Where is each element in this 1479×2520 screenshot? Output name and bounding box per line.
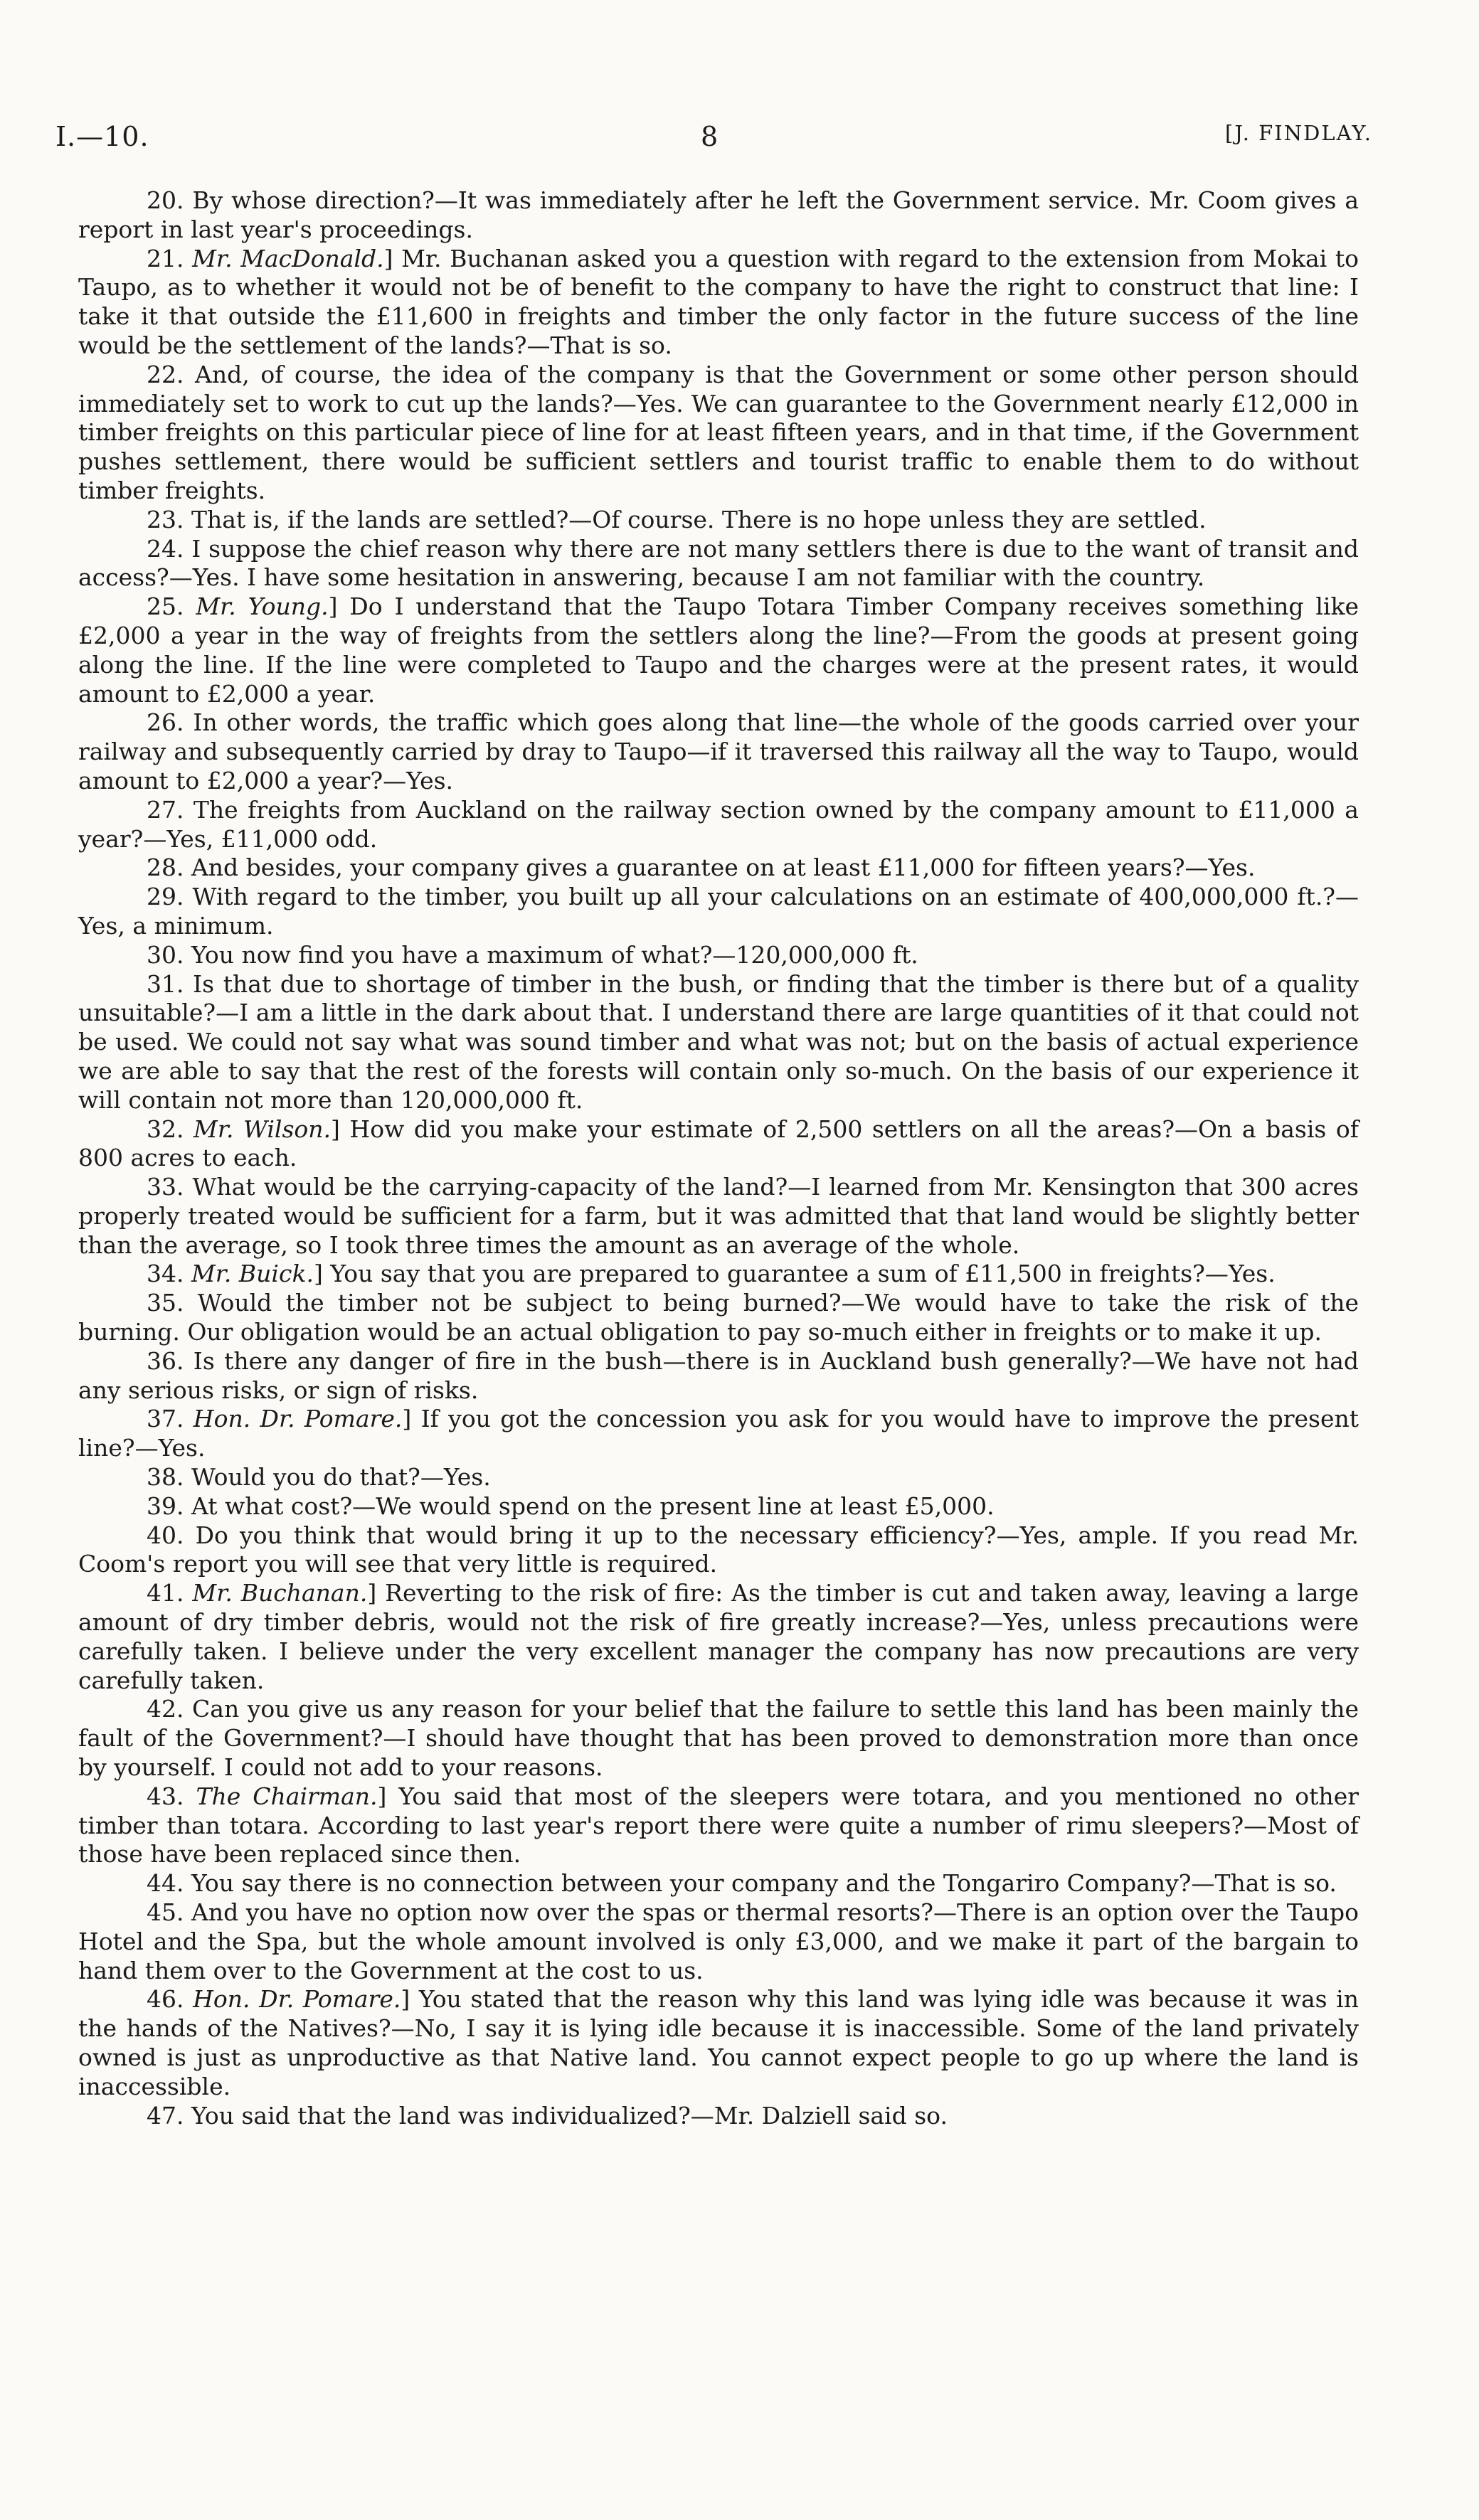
evidence-paragraph: 44. You say there is no connection between your company and the Tongariro Company?—That is so. xyxy=(147,1869,1337,1898)
evidence-paragraph: 27. The freights from Auckland on the railway section owned by the company amount to £11,000 a year?—Yes, £11,000 odd. xyxy=(78,795,1359,853)
evidence-paragraph: 31. Is that due to shortage of timber in the bush, or finding that the timber is there but of a quality unsuitable?—I am a little in the dark about that. I understand there are large quantities of it that could not be used. We could not say what was sound timber and what was not; but on the basis of actual experience we are able to say that the rest of the forests will contain only so-much. On the basis of our experience it will contain not more than 120,000,000 ft. xyxy=(78,969,1359,1114)
evidence-paragraph: 25. Mr. Young.] Do I understand that the Taupo Totara Timber Company receives something like £2,000 a year in the way of freights from the settlers along the line?—From the goods at present going along the line. If the line were completed to Taupo and the charges were at the present rates, it would amount to £2,000 a year. xyxy=(78,592,1359,708)
evidence-paragraph: 33. What would be the carrying-capacity of the land?—I learned from Mr. Kensington that 300 acres properly treated would be sufficient for a farm, but it was admitted that that land would be slightly better than the average, so I took three times the amount as an average of the whole. xyxy=(78,1173,1359,1259)
evidence-paragraph: 28. And besides, your company gives a guarantee on at least £11,000 for fifteen years?—Yes. xyxy=(147,854,1256,882)
evidence-paragraph: 34. Mr. Buick.] You say that you are prepared to guarantee a sum of £11,500 in freights?—Yes. xyxy=(147,1260,1276,1288)
evidence-paragraph: 21. Mr. MacDonald.] Mr. Buchanan asked you a question with regard to the extension from Mokai to Taupo, as to whether it would not be of benefit to the company to have the right to construct that line: I take it that outside the £11,600 in freights and timber the only factor in the future success of the line would be the settlement of the lands?—That is so. xyxy=(78,244,1359,359)
evidence-paragraph: 29. With regard to the timber, you built up all your calculations on an estimate of 400,000,000 ft.?—Yes, a minimum. xyxy=(78,883,1359,940)
evidence-paragraph: 35. Would the timber not be subject to being burned?—We would have to take the risk of the burning. Our obligation would be an actual obligation to pay so-much either in freights or to make it up. xyxy=(78,1289,1359,1346)
evidence-paragraph: 24. I suppose the chief reason why there are not many settlers there is due to the want of transit and access?—Yes. I have some hesitation in answering, because I am not familiar with the country. xyxy=(78,534,1359,592)
page-number: 8 xyxy=(701,121,719,152)
evidence-paragraph: 26. In other words, the traffic which goes along that line—the whole of the goods carried over your railway and subsequently carried by dray to Taupo—if it traversed this railway all the way to Taupo, would amount to £2,000 a year?—Yes. xyxy=(78,708,1359,794)
paper-reference: I.—10. xyxy=(55,121,149,152)
page-header xyxy=(0,121,1479,164)
witness-name: [J. FINDLAY. xyxy=(1225,121,1372,145)
evidence-body xyxy=(78,186,1359,2130)
evidence-paragraph: 45. And you have no option now over the spas or thermal resorts?—There is an option over the Taupo Hotel and the Spa, but the whole amount involved is only £3,000, and we make it part of the bargain to hand them over to the Government at the cost to us. xyxy=(78,1898,1359,1984)
evidence-paragraph: 36. Is there any danger of fire in the bush—there is in Auckland bush generally?—We have not had any serious risks, or sign of risks. xyxy=(78,1346,1359,1404)
evidence-paragraph: 38. Would you do that?—Yes. xyxy=(147,1463,491,1492)
evidence-paragraph: 41. Mr. Buchanan.] Reverting to the risk of fire: As the timber is cut and taken away, leaving a large amount of dry timber debris, would not the risk of fire greatly increase?—Yes, unless precautions were carefully taken. I believe under the very excellent manager the company has now precautions are very carefully taken. xyxy=(78,1579,1359,1694)
evidence-paragraph: 22. And, of course, the idea of the company is that the Government or some other person should immediately set to work to cut up the lands?—Yes. We can guarantee to the Government nearly £12,000 in timber freights on this particular piece of line for at least fifteen years, and in that time, if the Government pushes settlement, there would be sufficient settlers and tourist traffic to enable them to do without timber freights. xyxy=(78,360,1359,504)
evidence-paragraph: 37. Hon. Dr. Pomare.] If you got the concession you ask for you would have to improve the present line?—Yes. xyxy=(78,1405,1359,1462)
evidence-paragraph: 23. That is, if the lands are settled?—Of course. There is no hope unless they are settled. xyxy=(147,505,1207,533)
evidence-paragraph: 43. The Chairman.] You said that most of the sleepers were totara, and you mentioned no other timber than totara. According to last year's report there were quite a number of rimu sleepers?—Most of those have been replaced since then. xyxy=(78,1782,1359,1868)
evidence-paragraph: 20. By whose direction?—It was immediately after he left the Government service. Mr. Coom gives a report in last year's proceedings. xyxy=(78,186,1359,243)
evidence-paragraph: 46. Hon. Dr. Pomare.] You stated that the reason why this land was lying idle was because it was in the hands of the Natives?—No, I say it is lying idle because it is inaccessible. Some of the land privately owned is just as unproductive as that Native land. You cannot expect people to go up where the land is inaccessible. xyxy=(78,1985,1359,2100)
evidence-paragraph: 30. You now find you have a maximum of what?—120,000,000 ft. xyxy=(147,940,918,969)
evidence-paragraph: 42. Can you give us any reason for your belief that the failure to settle this land has been mainly the fault of the Government?—I should have thought that has been proved to demonstration more than once by yourself. I could not add to your reasons. xyxy=(78,1695,1359,1782)
evidence-paragraph: 40. Do you think that would bring it up to the necessary efficiency?—Yes, ample. If you read Mr. Coom's report you will see that very little is required. xyxy=(78,1521,1359,1578)
evidence-paragraph: 39. At what cost?—We would spend on the present line at least £5,000. xyxy=(147,1492,995,1520)
evidence-paragraph: 32. Mr. Wilson.] How did you make your estimate of 2,500 settlers on all the areas?—On a basis of 800 acres to each. xyxy=(78,1115,1359,1172)
evidence-paragraph: 47. You said that the land was individualized?—Mr. Dalziell said so. xyxy=(147,2101,948,2130)
